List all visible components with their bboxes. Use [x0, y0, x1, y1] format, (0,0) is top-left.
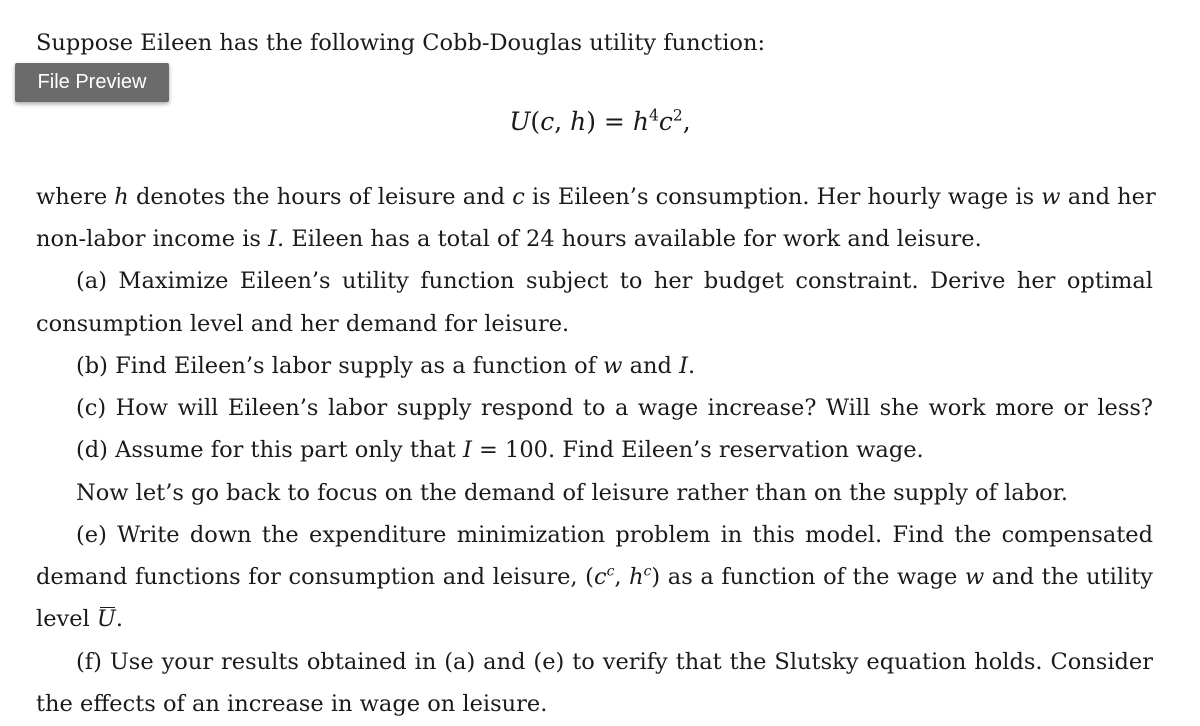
math-h: h	[114, 184, 129, 210]
eq-close: )	[586, 107, 596, 136]
text-run: .	[115, 606, 124, 632]
math-I: I	[462, 437, 472, 463]
math-c: c	[593, 564, 607, 590]
part-a-line-2: consumption level and her demand for leisure.	[36, 311, 570, 337]
text-run: where	[36, 184, 115, 210]
math-w: w	[964, 564, 985, 590]
text-run: level	[36, 606, 97, 632]
eq-open: (	[530, 107, 541, 136]
paragraph-1-line-2	[36, 225, 982, 253]
text-run: . Eileen has a total of 24 hours available for work and leisure.	[277, 226, 982, 252]
math-w: w	[1041, 184, 1061, 210]
text-run: and the utility	[984, 564, 1153, 590]
math-c: c	[512, 184, 525, 210]
utility-equation	[0, 106, 1200, 138]
text-run: and	[622, 353, 680, 379]
math-w: w	[603, 353, 623, 379]
math-h: h	[629, 564, 644, 590]
text-run: ) as a function of the wage	[651, 564, 965, 590]
text-run: = 100. Find Eileen’s reservation wage.	[471, 437, 924, 463]
eq-lhs: U	[509, 107, 531, 136]
eq-h-exponent: 4	[648, 106, 659, 125]
text-run: ,	[614, 564, 630, 590]
eq-arg-c: c	[540, 107, 555, 136]
text-run: is Eileen’s consumption. Her hourly wage is	[524, 184, 1042, 210]
part-e-line-2	[36, 563, 1153, 591]
part-e-line-3	[36, 605, 123, 633]
part-a-line-1: (a) Maximize Eileen’s utility function subject to her budget constraint. Derive her optimal	[76, 268, 1153, 294]
part-d	[76, 436, 924, 464]
intro-sentence: Suppose Eileen has the following Cobb-Douglas utility function:	[36, 30, 766, 56]
eq-c: c	[658, 107, 673, 136]
part-f-line-2: the effects of an increase in wage on leisure.	[36, 691, 548, 717]
eq-equals: =	[595, 107, 633, 136]
text-run: (b) Find Eileen’s labor supply as a function of	[76, 353, 604, 379]
transition-sentence: Now let’s go back to focus on the demand of leisure rather than on the supply of labor.	[76, 480, 1069, 506]
paragraph-1-line-1	[36, 183, 1156, 211]
part-f-line-1: (f) Use your results obtained in (a) and (e) to verify that the Slutsky equation holds. Consider	[76, 649, 1153, 675]
eq-arg-h: h	[570, 107, 587, 136]
math-I: I	[679, 353, 688, 379]
superscript-c: c	[643, 563, 652, 580]
part-e-line-1: (e) Write down the expenditure minimization problem in this model. Find the compensated	[76, 522, 1153, 548]
eq-h: h	[632, 107, 649, 136]
eq-trail: ,	[682, 107, 691, 136]
part-c: (c) How will Eileen’s labor supply respond to a wage increase? Will she work more or less?	[76, 395, 1153, 421]
text-run: non-labor income is	[36, 226, 269, 252]
text-run: (d) Assume for this part only that	[76, 437, 463, 463]
text-run: demand functions for consumption and leisure, (	[36, 564, 594, 590]
eq-comma: ,	[554, 107, 571, 136]
file-preview-button[interactable]: File Preview	[15, 63, 169, 102]
math-u-bar: U	[96, 606, 116, 632]
eq-c-exponent: 2	[672, 106, 683, 125]
text-run: denotes the hours of leisure and	[128, 184, 513, 210]
math-I: I	[268, 226, 278, 252]
superscript-c: c	[606, 563, 615, 580]
part-b	[76, 352, 695, 380]
text-run: and her	[1060, 184, 1156, 210]
text-run: .	[687, 353, 696, 379]
